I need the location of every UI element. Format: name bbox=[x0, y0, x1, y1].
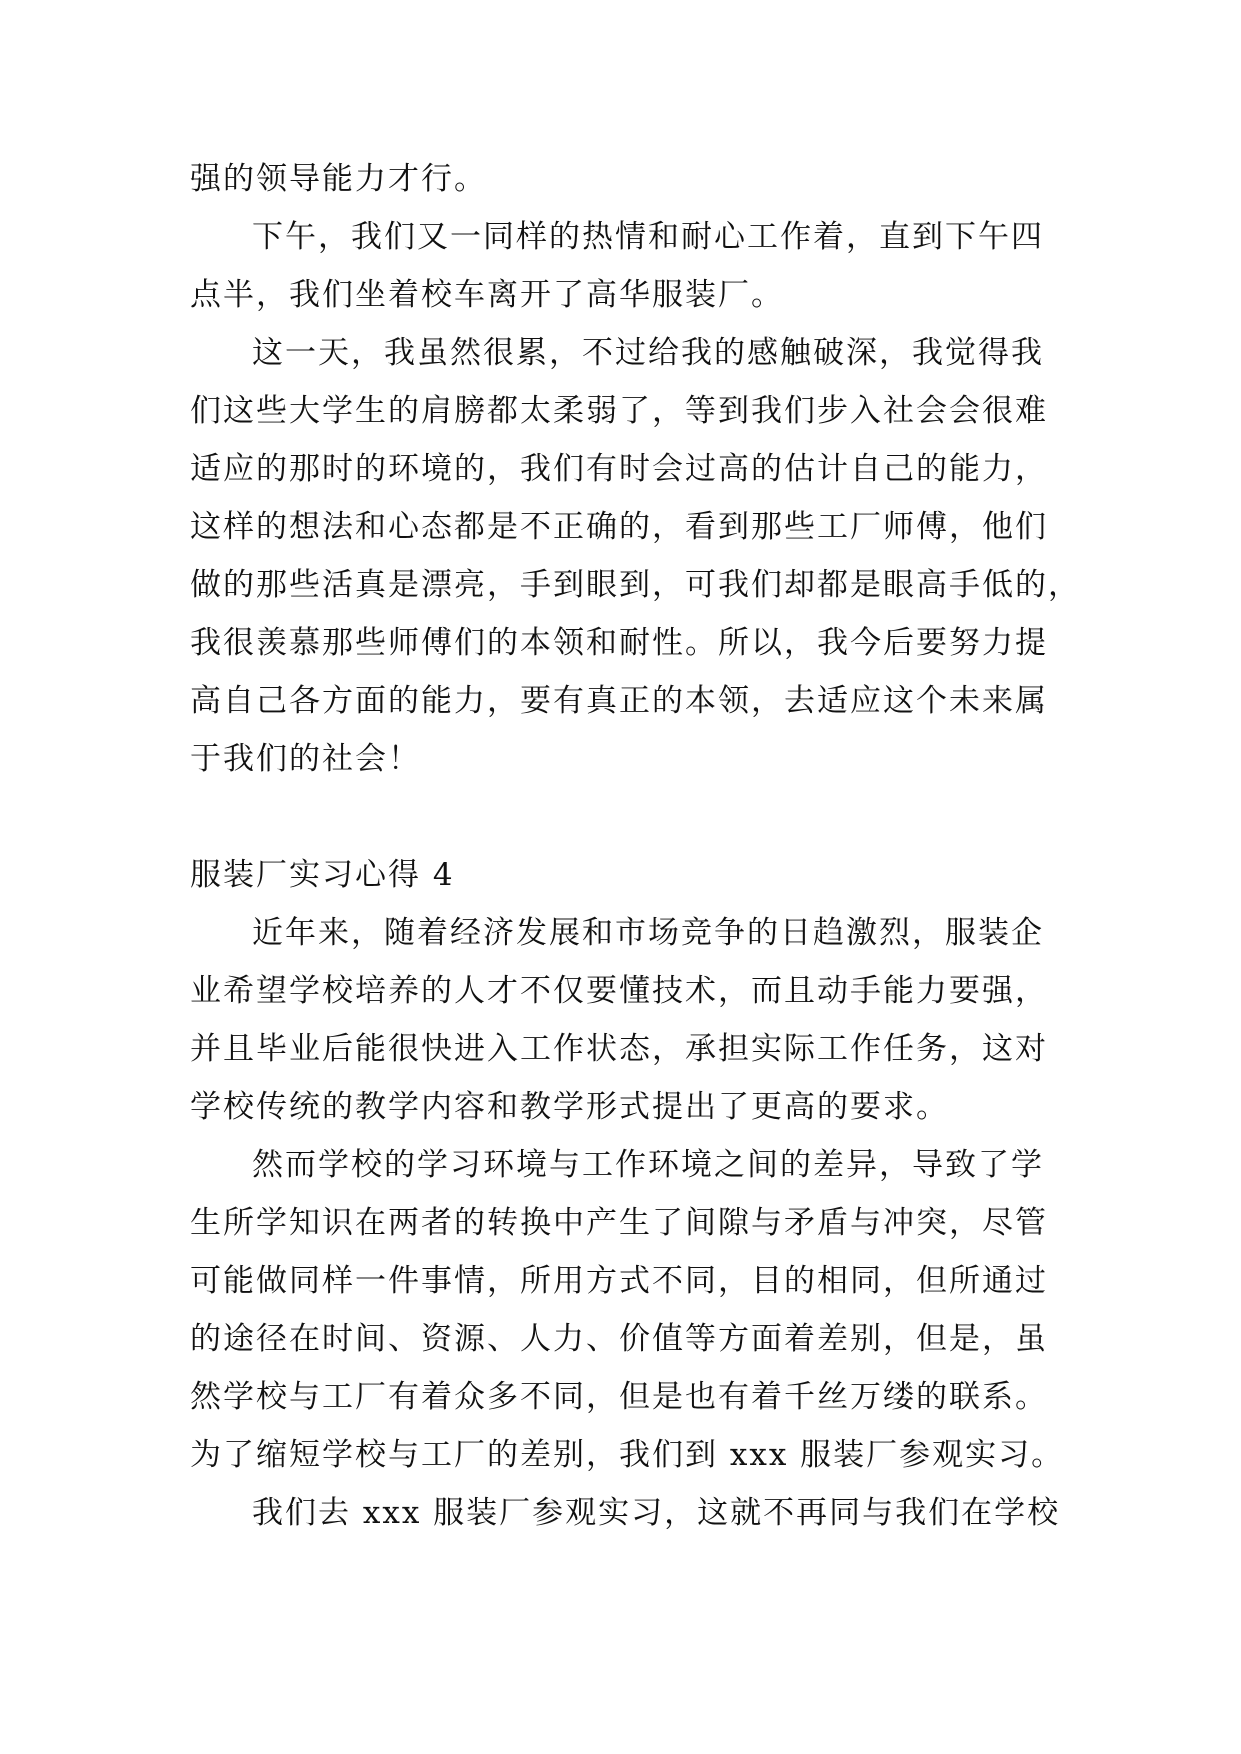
text-line: 们这些大学生的肩膀都太柔弱了，等到我们步入社会会很难 bbox=[190, 393, 1048, 429]
paragraph-continuation bbox=[190, 150, 1050, 208]
text-line: 这一天，我虽然很累，不过给我的感触破深，我觉得我 bbox=[252, 335, 1044, 371]
text-line: 我们去 xxx 服装厂参观实习，这就不再同与我们在学校 bbox=[252, 1495, 1061, 1531]
text-line: 这样的想法和心态都是不正确的，看到那些工厂师傅，他们 bbox=[190, 509, 1048, 545]
paragraph-reflection bbox=[190, 324, 1081, 788]
text-line: 并且毕业后能很快进入工作状态，承担实际工作任务，这对 bbox=[190, 1031, 1048, 1067]
paragraph-afternoon bbox=[190, 208, 1050, 324]
text-line: 为了缩短学校与工厂的差别，我们到 xxx 服装厂参观实习。 bbox=[190, 1437, 1065, 1473]
paragraph-difference bbox=[190, 1136, 1065, 1484]
text-line: 可能做同样一件事情，所用方式不同，目的相同，但所通过 bbox=[190, 1263, 1048, 1299]
document-body bbox=[190, 150, 1081, 1542]
paragraph-intro bbox=[190, 904, 1050, 1136]
text-line: 然学校与工厂有着众多不同，但是也有着千丝万缕的联系。 bbox=[190, 1379, 1048, 1415]
text-line: 然而学校的学习环境与工作环境之间的差异，导致了学 bbox=[252, 1147, 1044, 1183]
text-line: 我很羡慕那些师傅们的本领和耐性。所以，我今后要努力提 bbox=[190, 625, 1048, 661]
text-line: 近年来，随着经济发展和市场竞争的日趋激烈，服装企 bbox=[252, 915, 1044, 951]
paragraph-visit bbox=[190, 1484, 1061, 1542]
text-line: 高自己各方面的能力，要有真正的本领，去适应这个未来属 bbox=[190, 683, 1048, 719]
text-line: 点半，我们坐着校车离开了高华服装厂。 bbox=[190, 277, 784, 313]
text-line: 生所学知识在两者的转换中产生了间隙与矛盾与冲突，尽管 bbox=[190, 1205, 1048, 1241]
text-line: 强的领导能力才行。 bbox=[190, 161, 487, 197]
text-line: 适应的那时的环境的，我们有时会过高的估计自己的能力， bbox=[190, 451, 1048, 487]
text-line: 学校传统的教学内容和教学形式提出了更高的要求。 bbox=[190, 1089, 949, 1125]
text-line: 业希望学校培养的人才不仅要懂技术，而且动手能力要强， bbox=[190, 973, 1048, 1009]
text-line: 的途径在时间、资源、人力、价值等方面着差别，但是，虽 bbox=[190, 1321, 1048, 1357]
text-line: 下午，我们又一同样的热情和耐心工作着，直到下午四 bbox=[252, 219, 1044, 255]
section-heading: 服装厂实习心得 4 bbox=[190, 857, 455, 893]
text-line: 于我们的社会！ bbox=[190, 741, 421, 777]
text-line: 做的那些活真是漂亮，手到眼到，可我们却都是眼高手低的， bbox=[190, 567, 1081, 603]
